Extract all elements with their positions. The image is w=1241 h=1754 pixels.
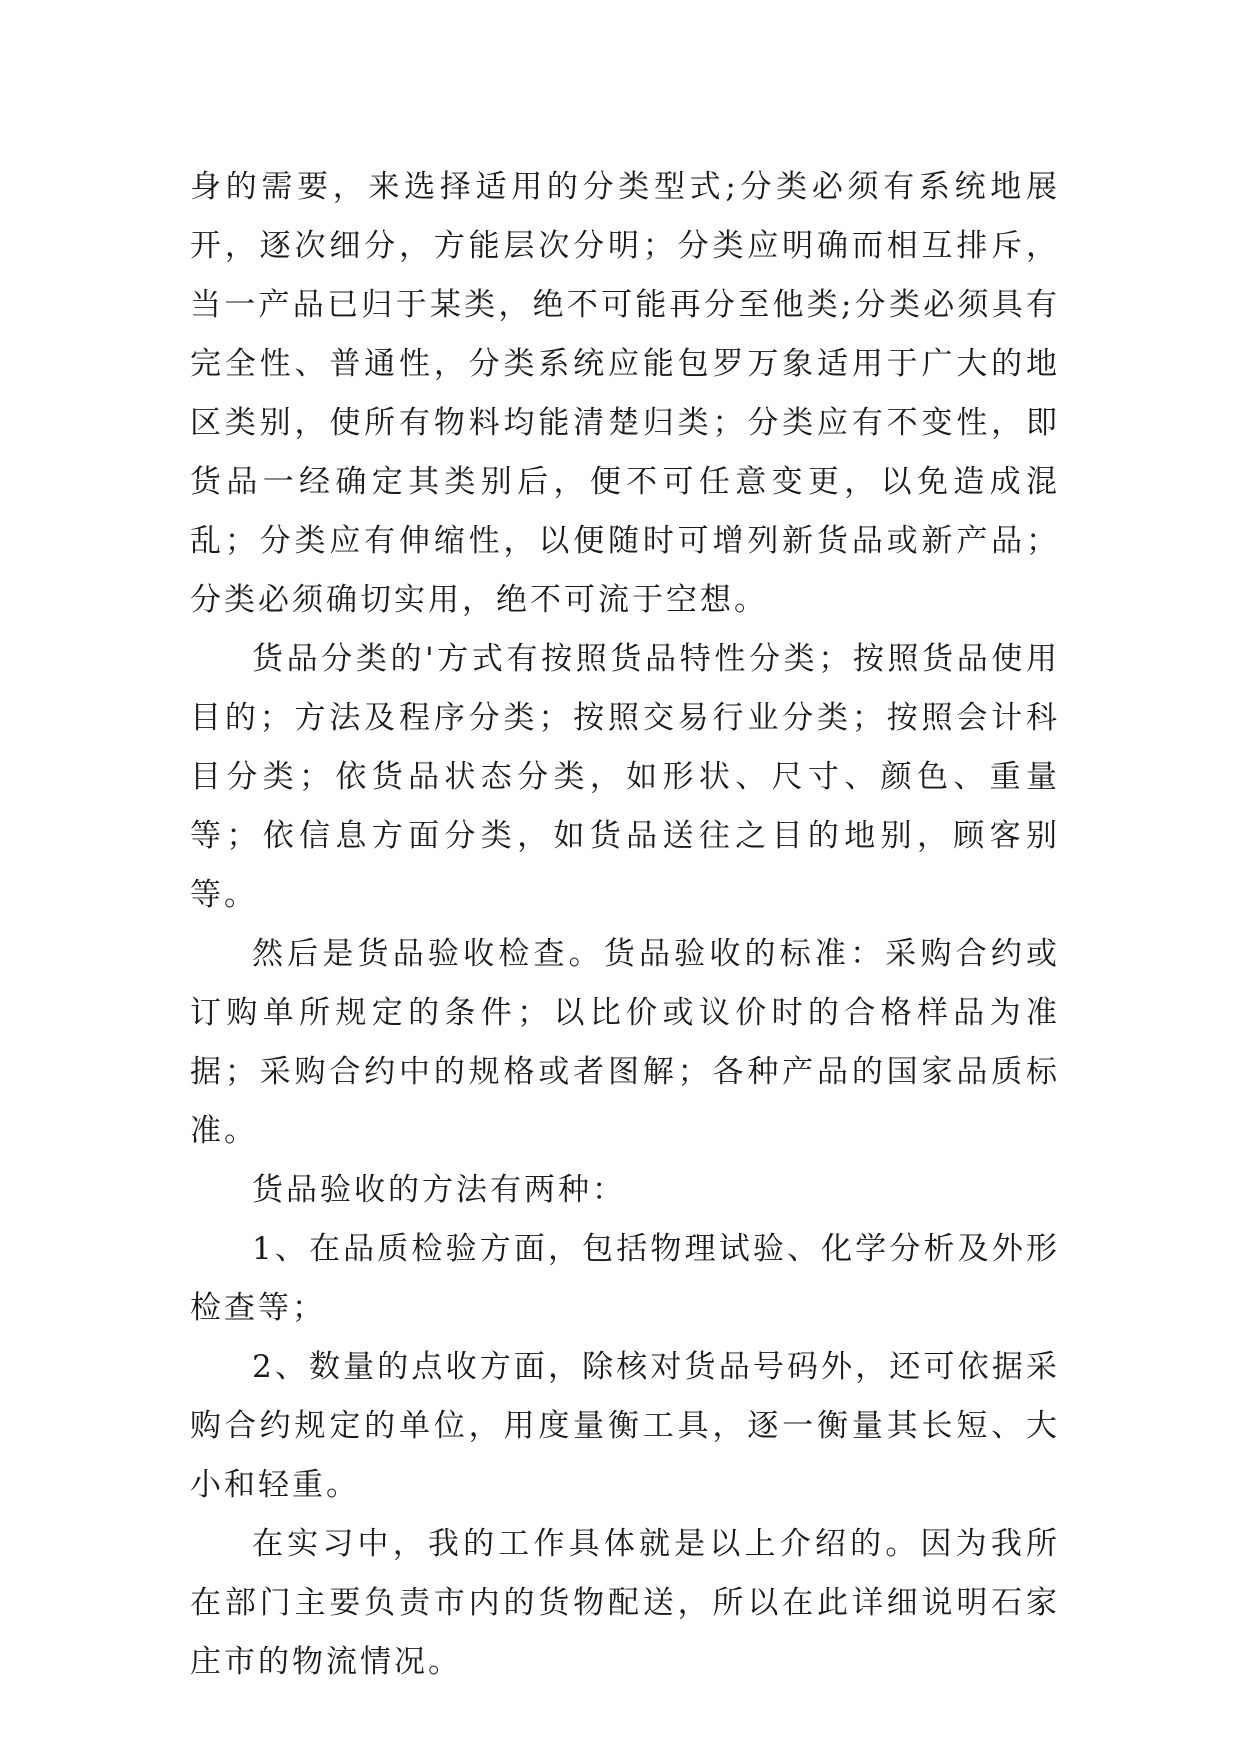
paragraph-quantity-check: 2、数量的点收方面，除核对货品号码外，还可依据采购合约规定的单位，用度量衡工具，逐一衡量其长短、大小和轻重。 xyxy=(190,1349,1060,1503)
paragraph-acceptance-standards: 然后是货品验收检查。货品验收的标准：采购合约或订购单所规定的条件；以比价或议价时的合格样品为准据；采购合约中的规格或者图解；各种产品的国家品质标准。 xyxy=(190,936,1060,1149)
document-body xyxy=(190,158,1060,1692)
paragraph-classification-methods: 货品分类的'方式有按照货品特性分类；按照货品使用目的；方法及程序分类；按照交易行业分类；按照会计科目分类；依货品状态分类，如形状、尺寸、颜色、重量等；依信息方面分类，如货品送往之目的地别，顾客别等。 xyxy=(190,641,1060,913)
paragraph-acceptance-methods-intro: 货品验收的方法有两种： xyxy=(252,1172,626,1208)
paragraph-internship-summary: 在实习中，我的工作具体就是以上介绍的。因为我所在部门主要负责市内的货物配送，所以在此详细说明石家庄市的物流情况。 xyxy=(190,1526,1060,1680)
paragraph-quality-inspection: 1、在品质检验方面，包括物理试验、化学分析及外形检查等； xyxy=(190,1231,1060,1326)
paragraph-classification-principles: 身的需要，来选择适用的分类型式;分类必须有系统地展开，逐次细分，方能层次分明；分类应明确而相互排斥，当一产品已归于某类，绝不可能再分至他类;分类必须具有完全性、普通性，分类系统应能包罗万象适用于广大的地区类别，使所有物料均能清楚归类；分类应有不变性，即货品一经确定其类别后，便不可任意变更，以免造成混乱；分类应有伸缩性，以便随时可增列新货品或新产品；分类必须确切实用，绝不可流于空想。 xyxy=(190,169,1060,618)
